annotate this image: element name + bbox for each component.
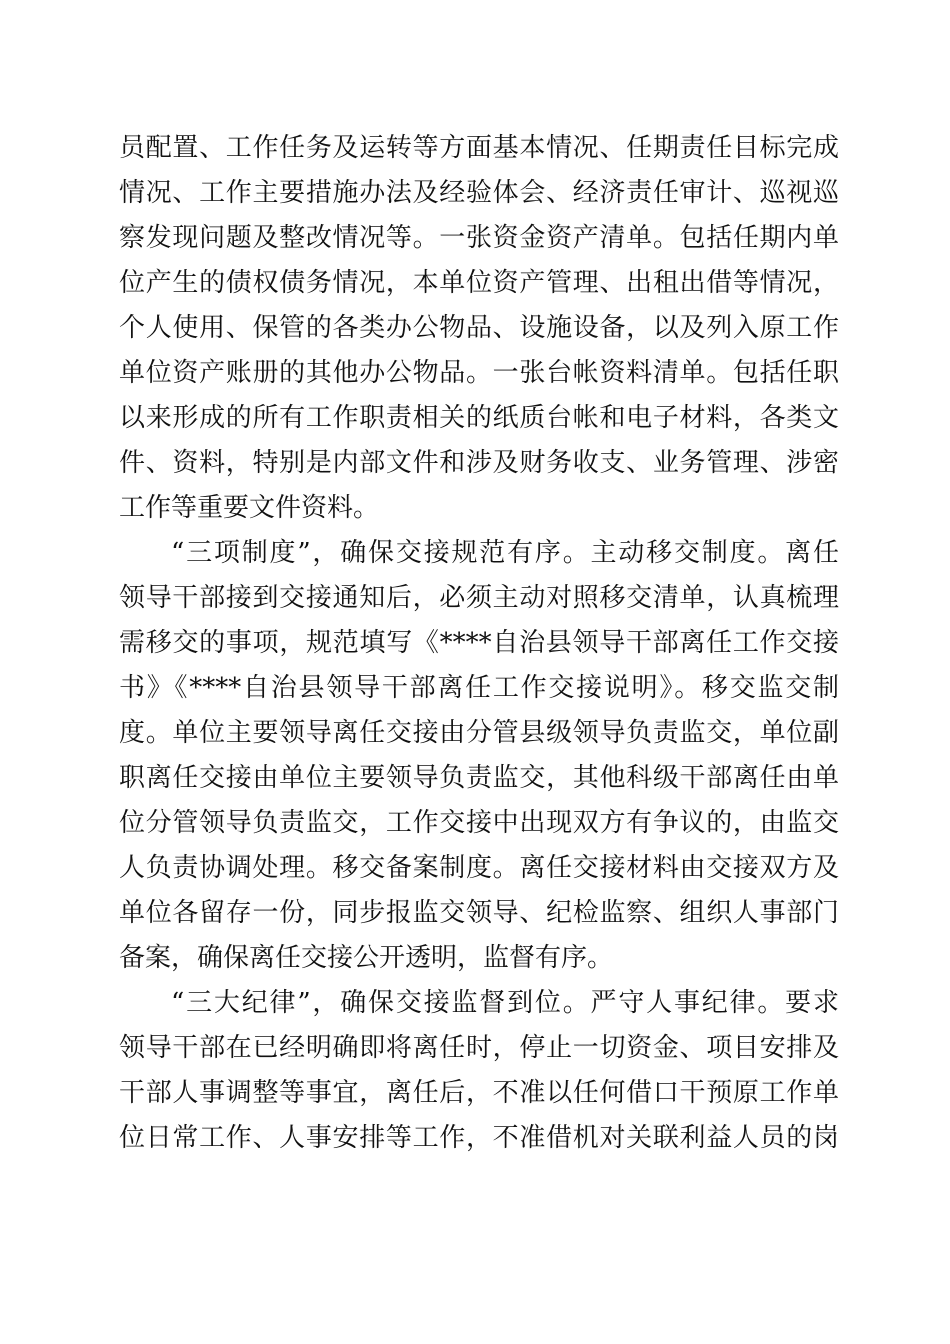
text-line: “三项制度”，确保交接规范有序。主动移交制度。离任 bbox=[171, 538, 839, 568]
text-line: 领导干部在已经明确即将离任时，停止一切资金、项目安排及 bbox=[119, 1033, 839, 1063]
text-line: 工作等重要文件资料。 bbox=[119, 493, 380, 523]
text-line: “三大纪律”，确保交接监督到位。严守人事纪律。要求 bbox=[171, 988, 839, 1018]
text-line: 以来形成的所有工作职责相关的纸质台帐和电子材料，各类文 bbox=[119, 403, 839, 433]
text-line: 干部人事调整等事宜，离任后，不准以任何借口干预原工作单 bbox=[119, 1078, 839, 1108]
text-line: 书》《****自治县领导干部离任工作交接说明》。移交监交制 bbox=[119, 673, 839, 703]
document-body bbox=[119, 126, 839, 1161]
text-line: 件、资料，特别是内部文件和涉及财务收支、业务管理、涉密 bbox=[119, 448, 839, 478]
text-line: 情况、工作主要措施办法及经验体会、经济责任审计、巡视巡 bbox=[119, 178, 839, 208]
text-line: 位日常工作、人事安排等工作，不准借机对关联利益人员的岗 bbox=[119, 1123, 839, 1153]
paragraph-three-disciplines bbox=[119, 981, 839, 1161]
text-line: 位分管领导负责监交，工作交接中出现双方有争议的，由监交 bbox=[119, 808, 839, 838]
paragraph-three-systems bbox=[119, 531, 839, 981]
text-line: 人负责协调处理。移交备案制度。离任交接材料由交接双方及 bbox=[119, 853, 839, 883]
text-line: 职离任交接由单位主要领导负责监交，其他科级干部离任由单 bbox=[119, 763, 839, 793]
text-line: 需移交的事项，规范填写《****自治县领导干部离任工作交接 bbox=[119, 628, 839, 658]
text-line: 领导干部接到交接通知后，必须主动对照移交清单，认真梳理 bbox=[119, 583, 839, 613]
text-line: 单位资产账册的其他办公物品。一张台帐资料清单。包括任职 bbox=[119, 358, 839, 388]
text-line: 位产生的债权债务情况，本单位资产管理、出租出借等情况， bbox=[119, 268, 839, 298]
text-line: 员配置、工作任务及运转等方面基本情况、任期责任目标完成 bbox=[119, 133, 839, 163]
text-line: 度。单位主要领导离任交接由分管县级领导负责监交，单位副 bbox=[119, 718, 839, 748]
text-line: 察发现问题及整改情况等。一张资金资产清单。包括任期内单 bbox=[119, 223, 839, 253]
text-line: 单位各留存一份，同步报监交领导、纪检监察、组织人事部门 bbox=[119, 898, 839, 928]
text-line: 备案，确保离任交接公开透明，监督有序。 bbox=[119, 943, 614, 973]
paragraph-assets-and-records bbox=[119, 126, 839, 531]
text-line: 个人使用、保管的各类办公物品、设施设备，以及列入原工作 bbox=[119, 313, 839, 343]
